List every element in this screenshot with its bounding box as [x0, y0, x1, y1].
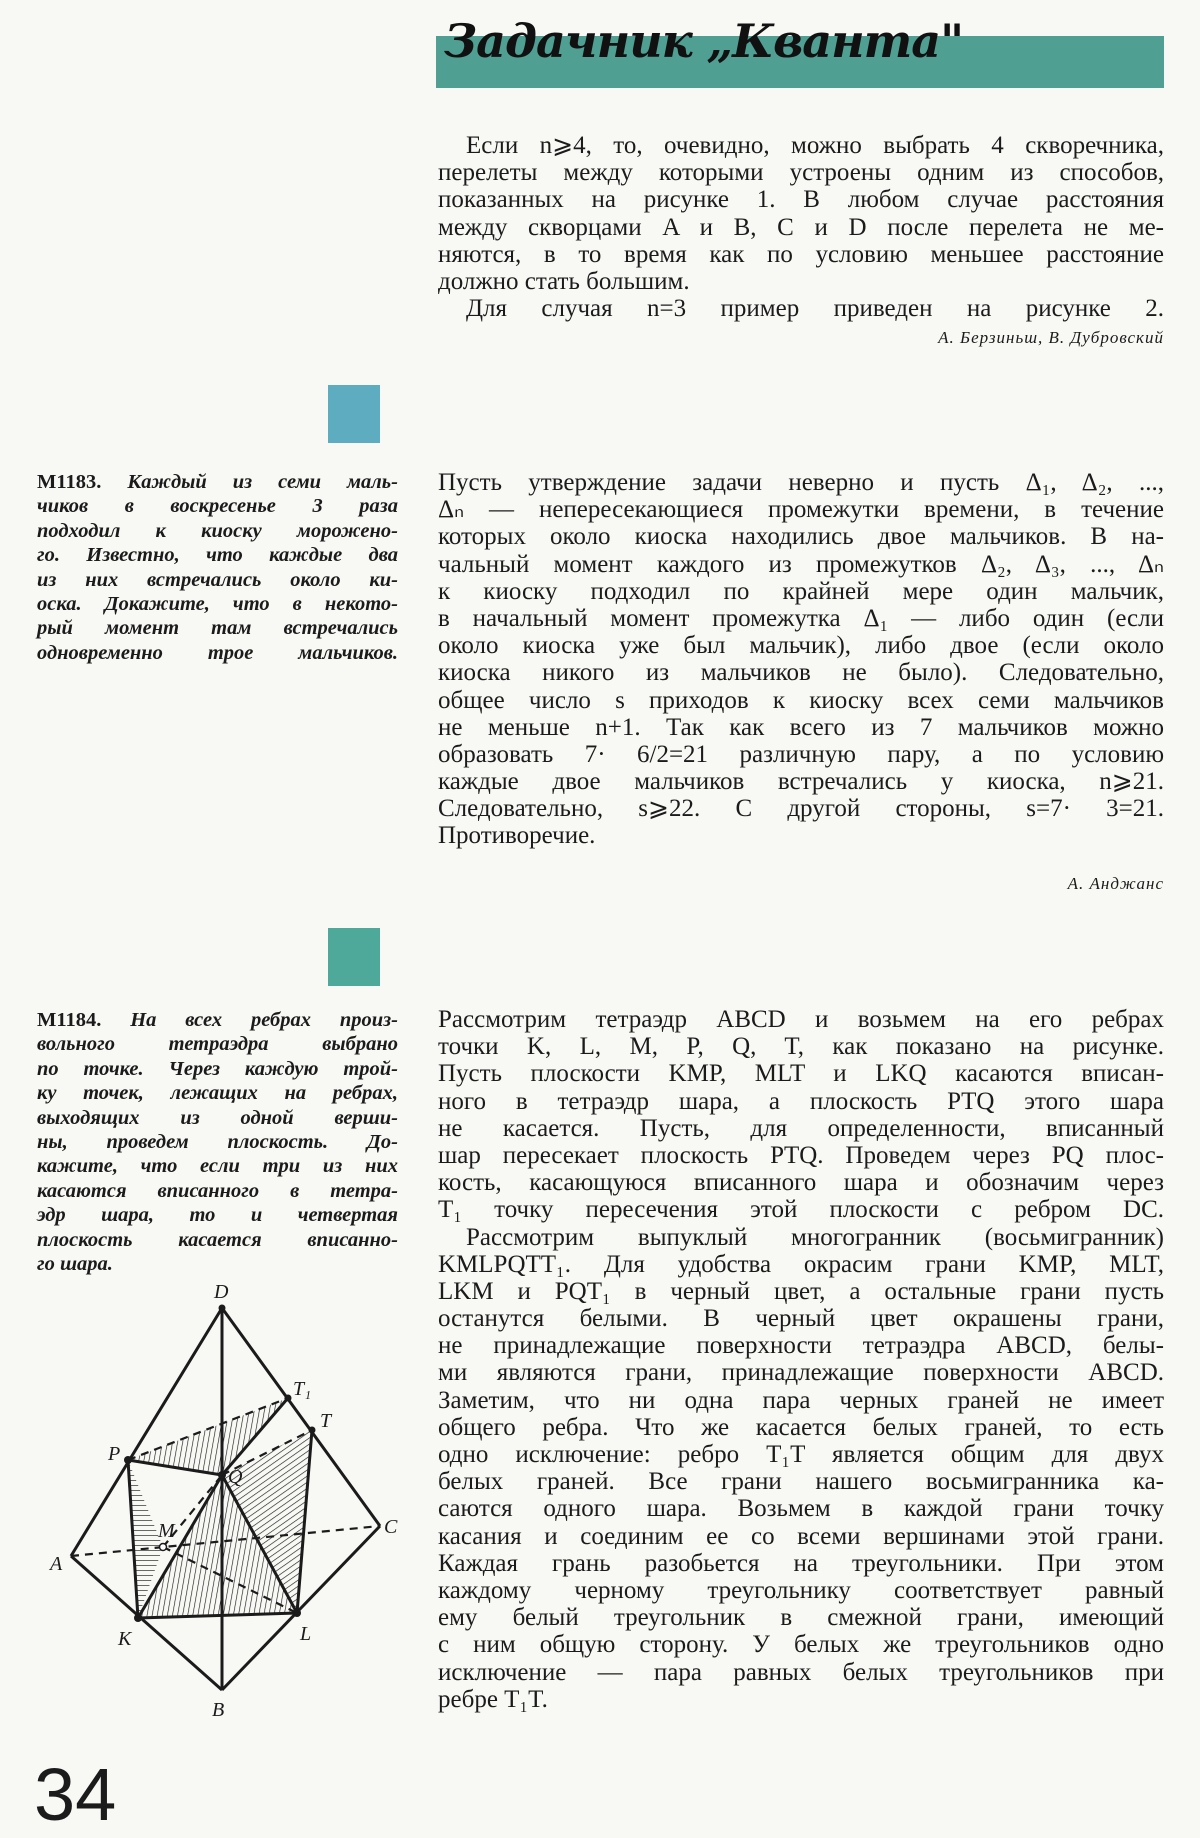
section-logo-zadachnik-kvanta: Задачник „Кванта": [444, 14, 964, 68]
text-line: T₁ точку пересечения этой плоскости с ребром DC.: [438, 1196, 1164, 1224]
text-line: исключение — пара равных белых треугольников при: [438, 1658, 1164, 1686]
text-line: общее число s приходов к киоску всех семи мальчиков: [438, 686, 1164, 714]
problem-m1184: [37, 1008, 398, 1276]
text-line: шар пересекает плоскость PTQ. Проведем через PQ плос-: [438, 1141, 1164, 1169]
text-line: рый момент там встречались: [37, 617, 398, 640]
label-L: L: [300, 1623, 312, 1645]
text-line: Следовательно, s⩾22. С другой стороны, s=7· 3=21.: [438, 795, 1164, 823]
text-line: ребре T₁T.: [438, 1685, 548, 1713]
text-line: одно исключение: ребро T₁T является общим для двух: [438, 1441, 1164, 1468]
text-line: го. Известно, что каждые два: [37, 544, 398, 567]
label-A: A: [50, 1553, 63, 1575]
text-line: одновременно трое мальчиков.: [37, 641, 398, 664]
text-line: Каждый из семи маль-: [127, 471, 398, 493]
text-line: показанных на рисунке 1. В любом случае расстояния: [438, 186, 1164, 214]
text-line: не меньше n+1. Так как всего из 7 мальчиков можно: [438, 713, 1164, 741]
text-line: На всех ребрах произ-: [130, 1009, 398, 1031]
text-line: подходил к киоску мороженo-: [37, 519, 398, 542]
text-line: не касается. Пусть, для определенности, вписанный: [438, 1114, 1164, 1142]
label-K: K: [118, 1628, 132, 1650]
text-line: Противоречие.: [438, 822, 596, 850]
text-line: кость, касающуюся вписанного шара и обозначим через: [438, 1169, 1164, 1197]
label-T1: T₁: [293, 1378, 312, 1400]
hatched-faces: [128, 1398, 312, 1618]
text-line: точки K, L, M, P, Q, T, как показано на рисунке.: [438, 1033, 1164, 1061]
text-line: саются одного шара. Возьмем в каждой грани точку: [438, 1495, 1164, 1523]
text-line: оска. Докажите, что в некото-: [37, 592, 398, 615]
text-line: белых граней. Все грани нашего восьмигранника ка-: [438, 1468, 1164, 1496]
text-line: каждые двое мальчиков встречались у киоска, n⩾21.: [438, 768, 1164, 796]
text-line: которых около киоска находились двое мальчиков. В на-: [438, 523, 1164, 551]
text-line: между скворцами A и B, C и D после перелета не ме-: [438, 213, 1164, 241]
text-line: кажите, что если три из них: [37, 1155, 398, 1178]
text-line: по точке. Через каждую трой-: [37, 1057, 398, 1080]
text-line: Δₙ — непересекающиеся промежутки времени, в течение: [438, 496, 1164, 524]
label-P: P: [108, 1443, 121, 1465]
problem-m1183: [37, 470, 398, 665]
text-line: Рассмотрим тетраэдр ABCD и возьмем на его ребрах: [438, 1006, 1164, 1033]
text-line: касаются вписанного в тетра-: [37, 1179, 398, 1202]
text-line: чальный момент каждого из промежутков Δ₂, Δ₃, ..., Δₙ: [438, 550, 1164, 578]
text-line: ны, проведем плоскость. До-: [37, 1130, 398, 1153]
text-line: ми являются грани, принадлежащие поверхности ABCD.: [438, 1359, 1164, 1387]
label-C: C: [384, 1516, 398, 1538]
text-line: не принадлежащие поверхности тетраэдра ABCD, белы-: [438, 1332, 1164, 1360]
label-M: M: [158, 1520, 175, 1542]
text-line: LKM и PQT₁ в черный цвет, а остальные грани пусть: [438, 1277, 1164, 1305]
problem-marker-square: [328, 928, 380, 986]
text-line: Если n⩾4, то, очевидно, можно выбрать 4 скворечника,: [466, 132, 1164, 159]
text-line: образовать 7· 6/2=21 различную пару, а по условию: [438, 740, 1164, 768]
text-line: около киоска уже был мальчик), либо двое (если около: [438, 632, 1164, 660]
label-Q: Q: [228, 1466, 243, 1488]
text-line: ного в тетраэдр шара, а плоскость PTQ этого шара: [438, 1087, 1164, 1115]
text-line: няются, в то время как по условию меньшее расстояние: [438, 240, 1164, 268]
problem-marker-square: [328, 385, 380, 443]
solution-m1184: [438, 1006, 1164, 1713]
text-line: киоска никого из мальчиков не было). Следовательно,: [438, 659, 1164, 687]
text-line: Для случая n=3 пример приведен на рисунке 2.: [466, 295, 1164, 323]
problem-number: М1183.: [37, 471, 102, 493]
text-line: вольного тетраэдра выбрано: [37, 1033, 398, 1056]
text-line: Рассмотрим выпуклый многогранник (восьмигранник): [466, 1223, 1164, 1251]
text-line: общего ребра. Что же касается белых граней, то есть: [438, 1413, 1164, 1441]
problem-number: М1184.: [37, 1009, 102, 1031]
text-line: го шара.: [37, 1252, 113, 1275]
label-T: T: [320, 1410, 332, 1432]
text-line: из них встречались около ки-: [37, 568, 398, 591]
text-line: каждому черному треугольнику соответствует равный: [438, 1576, 1164, 1604]
text-line: останутся белыми. В черный цвет окрашены грани,: [438, 1305, 1164, 1333]
text-line: Пусть утверждение задачи неверно и пусть Δ₁, Δ₂, ...,: [438, 469, 1164, 496]
text-line: с ним общую сторону. У белых же треугольников одно: [438, 1631, 1164, 1659]
text-line: KMLPQTT₁. Для удобства окрасим грани KMP, MLT,: [438, 1250, 1164, 1278]
text-line: в начальный момент промежутка Δ₁ — либо один (если: [438, 604, 1164, 632]
text-line: чиков в воскресенье 3 раза: [37, 495, 398, 518]
text-line: Заметим, что ни одна пара черных граней не имеет: [438, 1386, 1164, 1414]
text-line: ку точек, лежащих на ребрах,: [37, 1082, 398, 1105]
text-line: Пусть плоскости KMP, MLT и LKQ касаются вписан-: [438, 1060, 1164, 1088]
label-D: D: [214, 1281, 229, 1303]
label-B: B: [212, 1699, 225, 1721]
text-line: касания и соединим ее со всеми вершинами этой грани.: [438, 1522, 1164, 1550]
text-line: плоскость касается вписанно-: [37, 1228, 398, 1251]
text-line: Каждая грань разобьется на треугольники. При этом: [438, 1549, 1164, 1577]
author-andzhans: А. Анджанс: [1067, 874, 1164, 893]
author-berzinsh-dubrovsky: А. Берзиньш, В. Дубровский: [938, 328, 1164, 347]
page-number: 34: [34, 1753, 117, 1836]
text-line: эдр шара, то и четвертая: [37, 1204, 398, 1227]
solution-m1183: [438, 469, 1164, 850]
text-line: к киоску подходил по крайней мере один мальчик,: [438, 577, 1164, 605]
text-line: выходящих из одной верши-: [37, 1106, 398, 1129]
text-line: должно стать большим.: [438, 267, 690, 295]
solution-previous: [438, 132, 1164, 322]
tetrahedron-figure: [0, 1270, 420, 1730]
text-line: ему белый треугольник в смежной грани, имеющий: [438, 1604, 1164, 1632]
text-line: перелеты между которыми устроены одним из способов,: [438, 159, 1164, 187]
